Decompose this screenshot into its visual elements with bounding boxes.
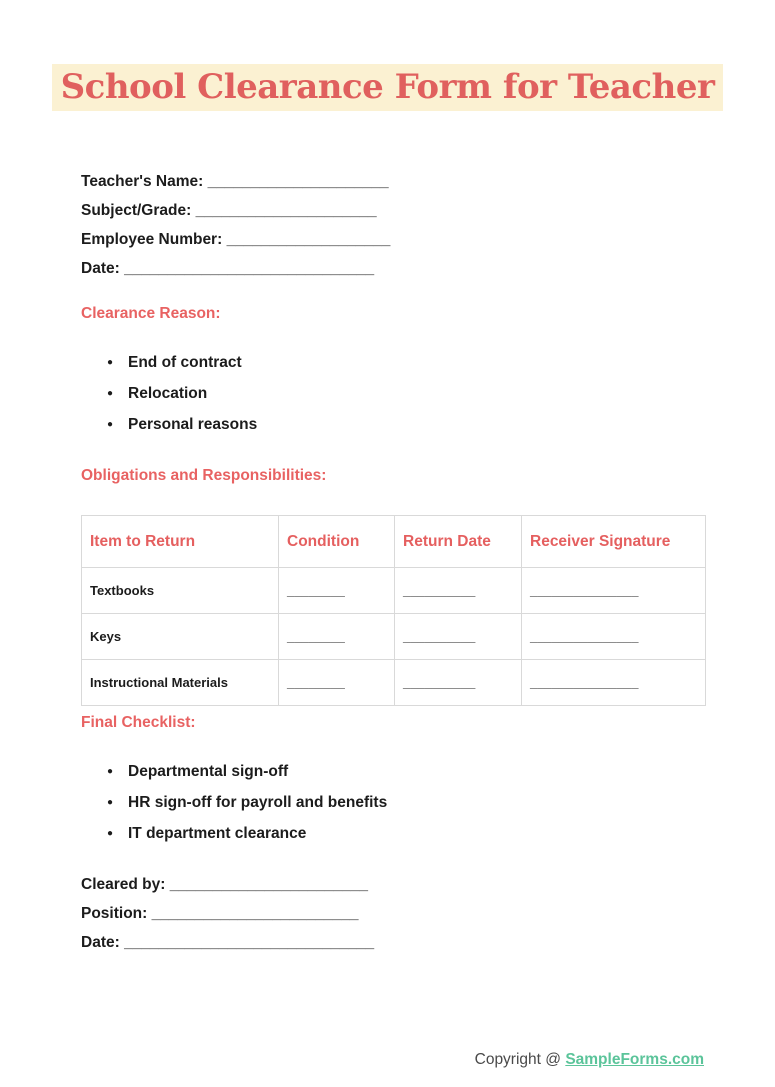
title-banner [0, 64, 775, 111]
list-item-text: Personal reasons [128, 416, 258, 433]
clearance-reason-list [81, 348, 704, 441]
clearance-reason-heading: Clearance Reason: [81, 305, 221, 322]
bullet-icon: ● [107, 357, 114, 368]
bullet-icon: ● [107, 388, 114, 399]
list-item-text: HR sign-off for payroll and benefits [128, 794, 388, 811]
brand-link[interactable]: SampleForms.com [565, 1051, 704, 1068]
list-item-text: Relocation [128, 385, 208, 402]
list-item-text: Departmental sign-off [128, 763, 289, 780]
blank-line: _____________________ [207, 173, 389, 190]
items-to-return-table [81, 515, 706, 706]
table-cell-return-date: __________ [395, 568, 522, 614]
bullet-icon: ● [107, 828, 114, 839]
field-label: Cleared by: [81, 876, 166, 893]
field-teachers-name [81, 167, 704, 196]
final-checklist-heading: Final Checklist: [81, 714, 196, 731]
table-cell-item: Keys [82, 614, 279, 660]
table-cell-item: Instructional Materials [82, 660, 279, 706]
table-cell-receiver-signature: _______________ [522, 568, 706, 614]
field-position [81, 899, 704, 928]
table-row [82, 568, 706, 614]
table-header-item: Item to Return [82, 516, 279, 568]
table-cell-item: Textbooks [82, 568, 279, 614]
list-item [81, 348, 704, 379]
field-cleared-by [81, 870, 704, 899]
list-item [81, 379, 704, 410]
list-item-text: IT department clearance [128, 825, 307, 842]
final-checklist-list [81, 757, 704, 850]
blank-line: ___________________ [226, 231, 391, 248]
blank-line: ________________________ [151, 905, 359, 922]
field-subject-grade [81, 196, 704, 225]
table-row [82, 660, 706, 706]
field-label: Position: [81, 905, 148, 922]
blank-line: _____________________ [195, 202, 377, 219]
table-cell-condition: ________ [279, 568, 395, 614]
list-item-text: End of contract [128, 354, 242, 371]
info-fields [81, 167, 704, 283]
bullet-icon: ● [107, 419, 114, 430]
field-label: Date: [81, 934, 120, 951]
table-header-return-date: Return Date [395, 516, 522, 568]
field-date [81, 254, 704, 283]
signoff-fields [81, 870, 704, 957]
copyright-text: Copyright @ [474, 1051, 566, 1068]
field-employee-number [81, 225, 704, 254]
bullet-icon: ● [107, 797, 114, 808]
blank-line: _____________________________ [124, 934, 375, 951]
list-item [81, 819, 704, 850]
field-label: Teacher's Name: [81, 173, 204, 190]
table-cell-return-date: __________ [395, 660, 522, 706]
table-cell-receiver-signature: _______________ [522, 660, 706, 706]
list-item [81, 788, 704, 819]
blank-line: _____________________________ [124, 260, 375, 277]
field-label: Subject/Grade: [81, 202, 192, 219]
table-cell-condition: ________ [279, 614, 395, 660]
bullet-icon: ● [107, 766, 114, 777]
document-body [0, 167, 775, 957]
table-cell-receiver-signature: _______________ [522, 614, 706, 660]
table-header-row [82, 516, 706, 568]
list-item [81, 410, 704, 441]
obligations-heading: Obligations and Responsibilities: [81, 467, 327, 484]
table-row [82, 614, 706, 660]
table-header-condition: Condition [279, 516, 395, 568]
blank-line: _______________________ [169, 876, 369, 893]
field-label: Date: [81, 260, 120, 277]
field-label: Employee Number: [81, 231, 223, 248]
footer [475, 1051, 704, 1069]
page-title: School Clearance Form for Teacher [52, 64, 724, 111]
table-header-receiver-signature: Receiver Signature [522, 516, 706, 568]
field-signoff-date [81, 928, 704, 957]
list-item [81, 757, 704, 788]
table-cell-condition: ________ [279, 660, 395, 706]
table-cell-return-date: __________ [395, 614, 522, 660]
